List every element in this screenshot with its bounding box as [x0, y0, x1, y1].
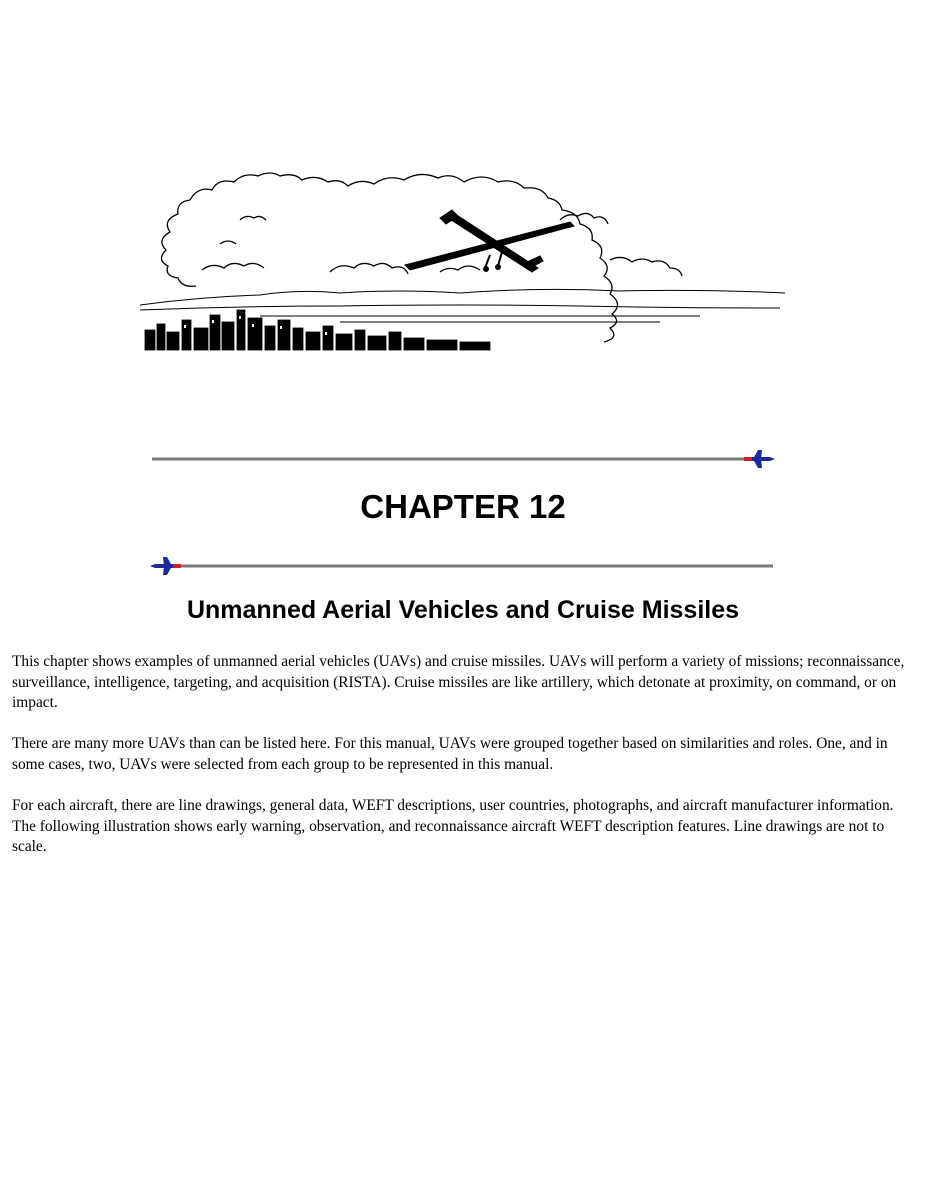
jet-icon — [150, 557, 181, 575]
uav-silhouette — [405, 210, 574, 272]
intro-paragraph: For each aircraft, there are line drawings, general data, WEFT descriptions, user countries, photographs, and aircraft manufacturer information. The following illustration shows early warning, observation, and reconnaissance aircraft WEFT description features. Line drawings are not to scale. — [12, 797, 894, 856]
chapter-divider-bottom — [150, 555, 775, 577]
chapter-divider-top — [150, 448, 775, 470]
chapter-intro-text — [12, 652, 917, 879]
uav-over-city-illustration — [140, 160, 785, 355]
section-title: Unmanned Aerial Vehicles and Cruise Missiles — [186, 596, 740, 624]
intro-paragraph: There are many more UAVs than can be listed here. For this manual, UAVs were grouped together based on similarities and roles. One, and in some cases, two, UAVs were selected from each group to be represented in this manual. — [12, 735, 888, 773]
chapter-title: CHAPTER 12 — [360, 488, 566, 525]
jet-icon — [744, 450, 775, 468]
intro-paragraph: This chapter shows examples of unmanned aerial vehicles (UAVs) and cruise missiles. UAVs will perform a variety of missions; reconnaissance, surveillance, intelligence, targeting, and acquisition (RISTA). Cruise missiles are like artillery, which detonate at proximity, on command, or on impact. — [12, 653, 905, 712]
